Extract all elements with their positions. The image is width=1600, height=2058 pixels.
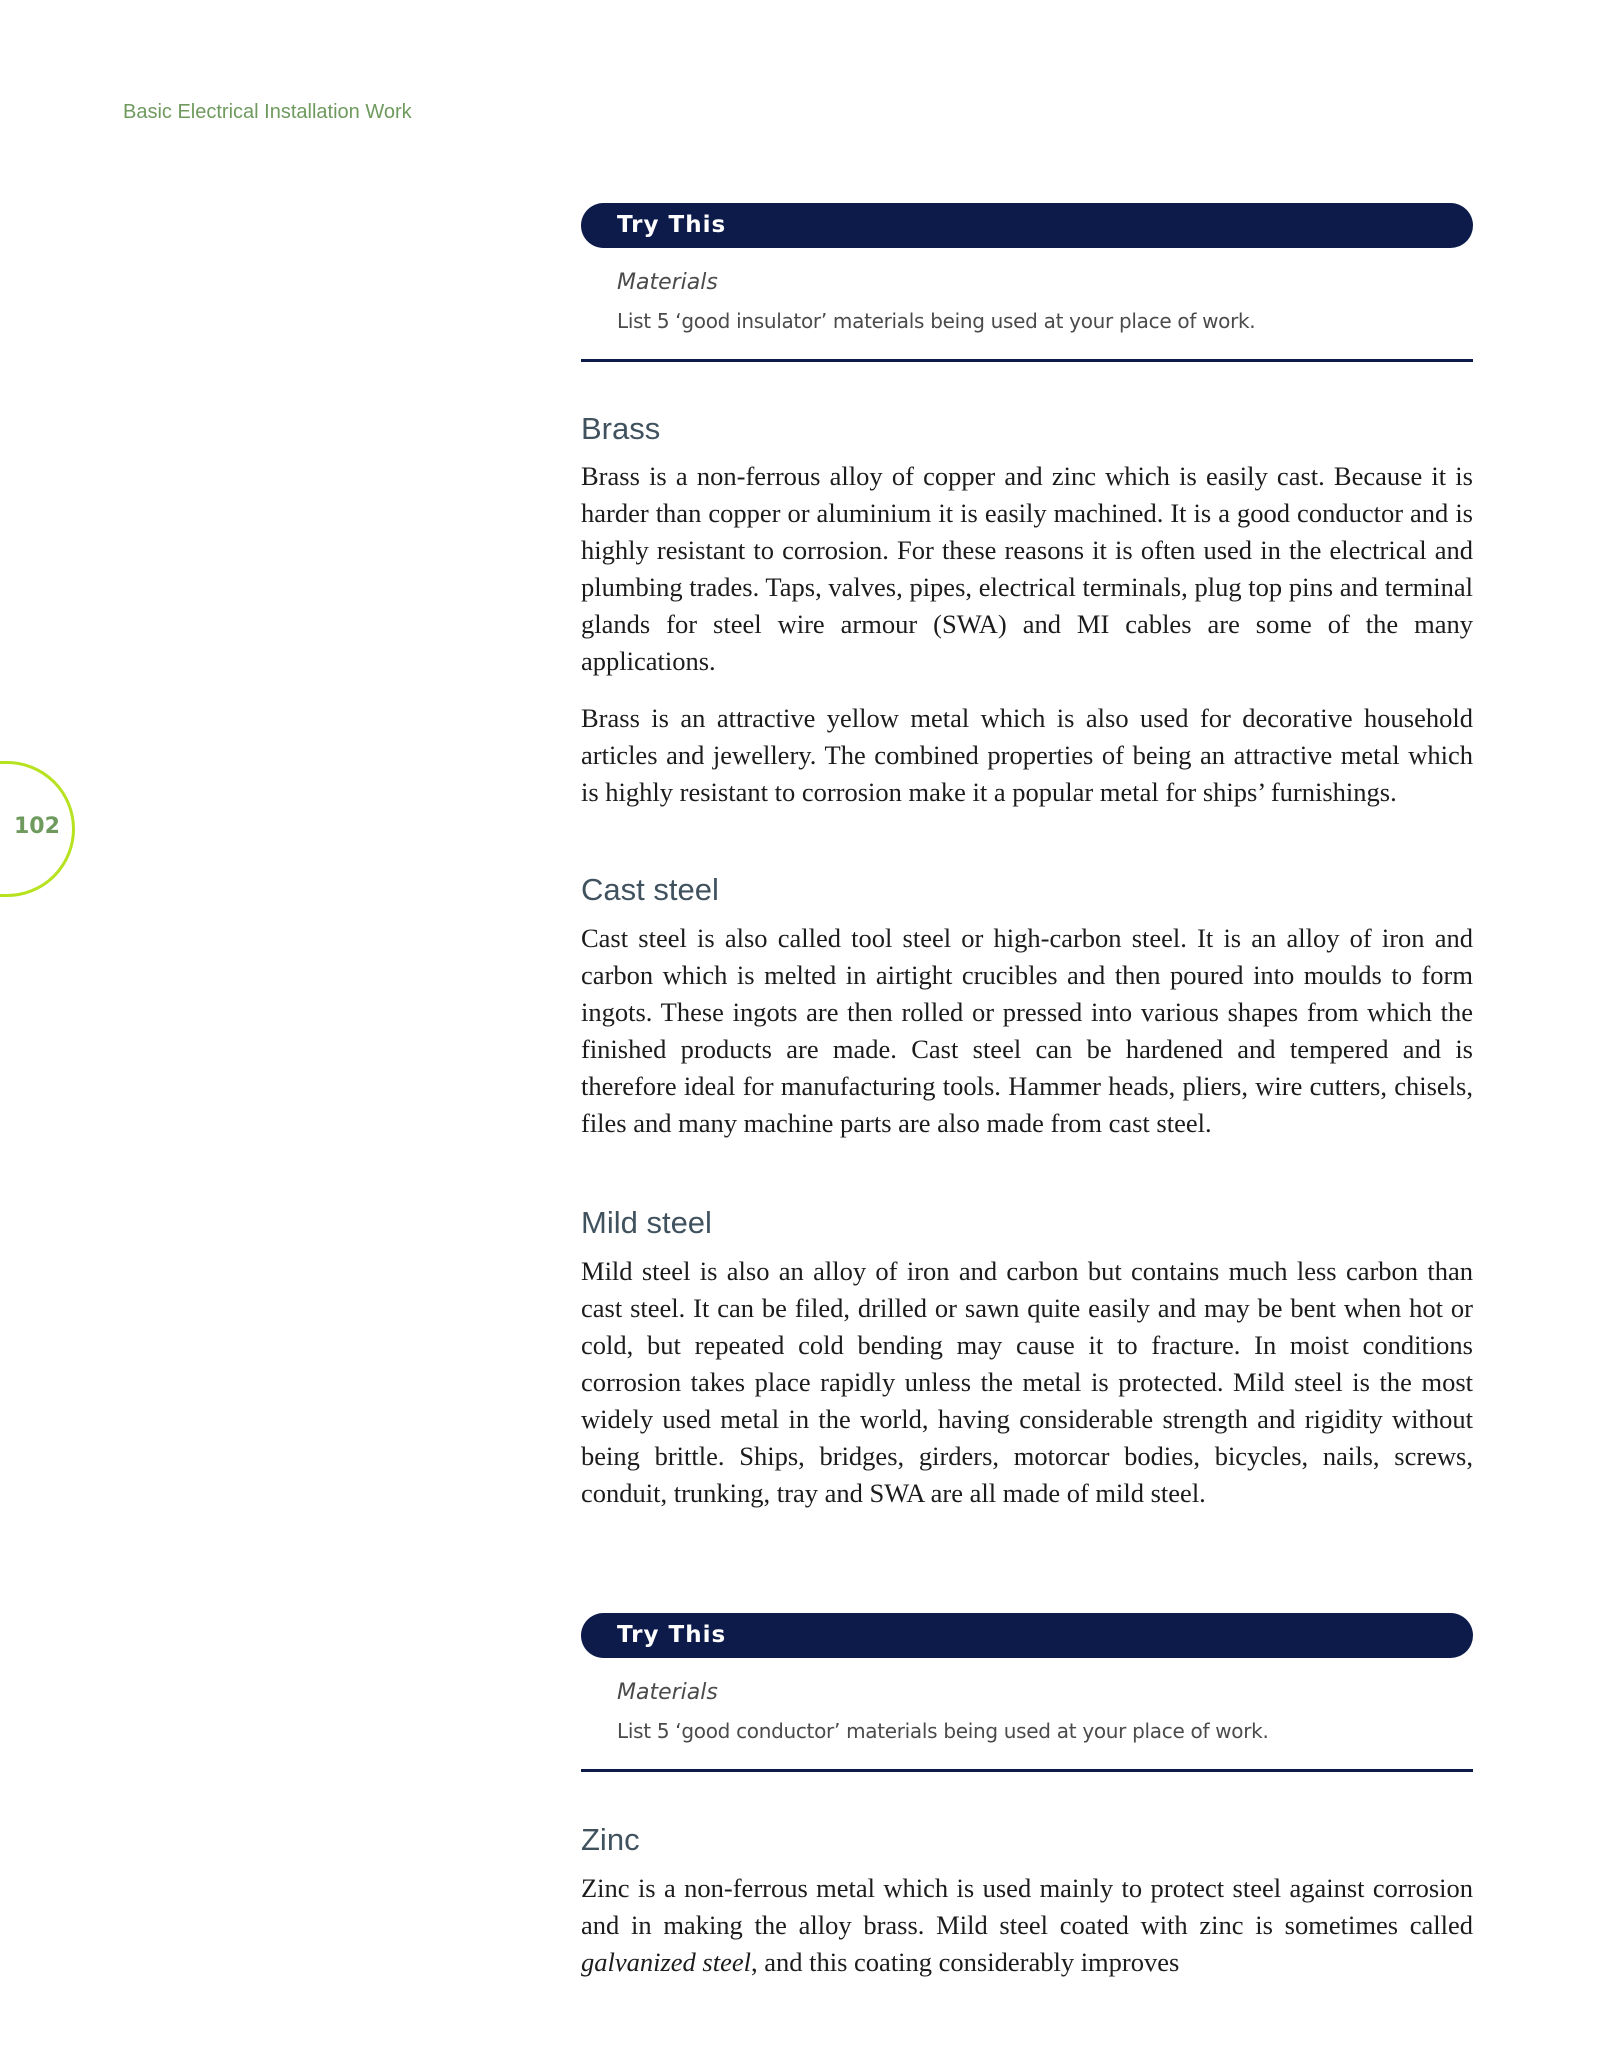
page-number: 102: [14, 814, 60, 839]
try-this-banner: Try This: [581, 1613, 1473, 1658]
mild-steel-paragraph: Mild steel is also an alloy of iron and carbon but contains much less carbon than cast steel. It can be filed, drilled or sawn quite easily and may be bent when hot or cold, but repeated cold bending may cause it to fracture. In moist conditions corrosion takes place rapidly unless the metal is protected. Mild steel is the most widely used metal in the world, having considerable strength and rigidity without being brittle. Ships, bridges, girders, motorcar bodies, bicycles, nails, screws, conduit, trunking, tray and SWA are all made of mild steel.: [581, 1256, 1473, 1508]
section-heading-zinc: Zinc: [581, 1822, 640, 1857]
cast-steel-paragraph: Cast steel is also called tool steel or high-carbon steel. It is an alloy of iron and carbon which is melted in airtight crucibles and then poured into moulds to form ingots. These ingots are then rolled or pressed into various shapes from which the finished products are made. Cast steel can be hardened and tempered and is therefore ideal for manufacturing tools. Hammer heads, pliers, wire cutters, chisels, files and many machine parts are also made from cast steel.: [581, 923, 1473, 1138]
section-heading-cast-steel: Cast steel: [581, 872, 719, 907]
running-header: Basic Electrical Installation Work: [123, 101, 412, 123]
brass-paragraph-1: Brass is a non-ferrous alloy of copper and zinc which is easily cast. Because it is harder than copper or aluminium it is easily machined. It is a good conductor and is highly resistant to corrosion. For these reasons it is often used in the electrical and plumbing trades. Taps, valves, pipes, electrical terminals, plug top pins and terminal glands for steel wire armour (SWA) and MI cables are some of the many applications.: [581, 461, 1473, 676]
zinc-text-end: , and this coating considerably improves: [751, 1947, 1180, 1977]
section-heading-brass: Brass: [581, 411, 661, 446]
try-this-text: List 5 ‘good conductor’ materials being used at your place of work.: [617, 1719, 1269, 1743]
brass-paragraph-2: Brass is an attractive yellow metal which is also used for decorative household articles and jewellery. The combined properties of being an attractive metal which is highly resistant to corrosion make it a popular metal for ships’ furnishings.: [581, 703, 1473, 807]
section-heading-mild-steel: Mild steel: [581, 1205, 712, 1240]
try-this-rule: [581, 1769, 1473, 1772]
try-this-text: List 5 ‘good insulator’ materials being used at your place of work.: [617, 309, 1256, 333]
zinc-emphasis-term: galvanized steel: [581, 1947, 751, 1977]
try-this-title: Materials: [617, 1680, 718, 1705]
try-this-banner: Try This: [581, 203, 1473, 248]
zinc-paragraph: [581, 1870, 1473, 1981]
try-this-rule: [581, 359, 1473, 362]
try-this-title: Materials: [617, 270, 718, 295]
try-this-box-insulator: [581, 203, 1473, 362]
zinc-text-start: Zinc is a non-ferrous metal which is used mainly to protect steel against corrosion and in making the alloy brass. Mild steel coated with zinc is sometimes called: [581, 1873, 1473, 1940]
try-this-box-conductor: [581, 1613, 1473, 1772]
